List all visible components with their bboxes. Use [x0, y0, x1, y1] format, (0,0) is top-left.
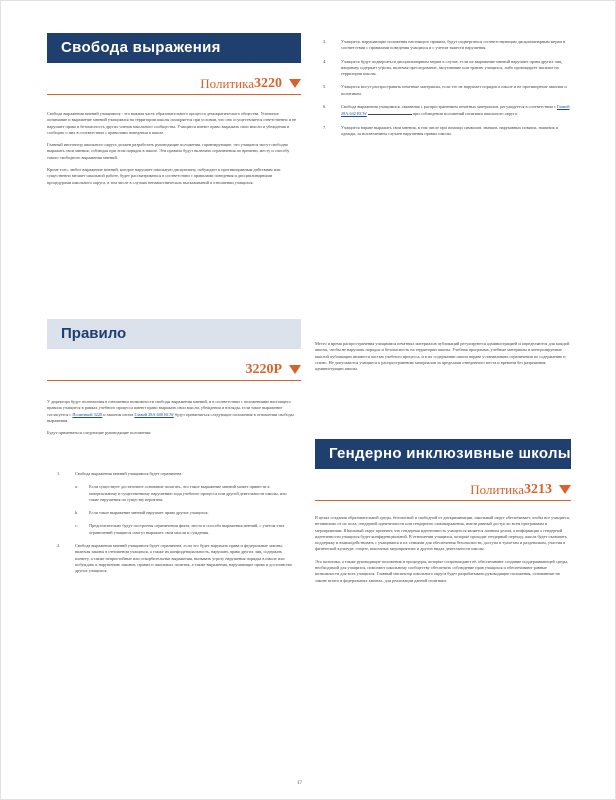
rcw-28a600-link[interactable]: Главой 28A.600 RCW [134, 411, 174, 417]
section-banner-gender-inclusive: Гендерно инклюзивные школы [315, 439, 571, 469]
sub-text: Если существует достаточное основание полагать, что такое выражение мнений может привести к материальному и существенному нарушению хода учебного процесса или другой деятельности школы, или такие нарушения по существу вероятны. [89, 484, 287, 502]
sub-text: Предпочтительно будут построены ограничения факта, места и способа выражения мнений, с учетом этих ограничений учащиеся смогут выражать свои мысли и суждения. [89, 523, 285, 535]
rule-intro-paragraph [47, 399, 297, 424]
rule-intro-text-3: будут применяться следующие положения в отношении свободы выражения. [47, 411, 294, 423]
policy-3220-link[interactable]: Политикой 3220 [72, 411, 103, 417]
policy-number: 3220 [254, 75, 282, 91]
list-item [323, 39, 571, 52]
rule-heading-3220P [47, 359, 301, 381]
policy-heading-3220 [47, 73, 301, 95]
list-item [323, 125, 571, 138]
page-number: 17 [297, 781, 302, 786]
list-intro: Будут применяться следующие руководящие положения: [47, 430, 152, 436]
item-text: Свобода выражения мнений учащимися будет ограничена, если это будет нарушать права и федеральные законы, включая законы в отношении учащихся, а также их конфиденциальность, нарушать права других лиц, содержать клевету, а также непристойные или оскорбительные выражения, вызывать угрозу нарушения порядка в школе или побуждать к нарушению законов, правил и школьных политик, а также выражения, нарушающие права и достоинство других учащихся. [75, 543, 292, 574]
item-text: Учащиеся могут распространять печатные материалы, если это не нарушает порядок в школе и не противоречит законам и политикам. [341, 84, 567, 96]
closing-paragraph: Место и время распространения учащимися печатных материалов публикаций регулируются администрацией и определяются для каждой школы, чтобы не нарушать порядок и безопасность на территории школы. Учебная программа, учебные материалы и контролируемые школой публикации являются частью учебного процесса, и в их содержании школа вправе устанавливать ограничения по содержанию и стилю. Не допускаются учащиеся к распространению материалов за пределами отведенного места и времени без разрешения администрации школы. [315, 341, 570, 372]
item-text-tail: при соблюдении положений политики школьного округа. [412, 111, 518, 117]
gender-inclusive-body [315, 515, 571, 590]
item-text: Учащиеся, нарушающие положения настоящего правила, будут подвергаться соответствующим дисциплинарным мерам в соответствии с правилами поведения учащихся и с учетом тяжести нарушения. [341, 39, 566, 51]
item-number: 3. [323, 39, 327, 44]
item-text: Учащиеся будут подвергаться дисциплинарным мерам в случае, если их выражение мнений нарушает права других лиц, например содержит угрозы, включая преследование, запугивание или травлю учащихся, либо провоцирует насилие на территории школы. [341, 58, 563, 77]
paragraph: Главный инспектор школьного округа должен разработать руководящие положения, гарантирующие, что учащиеся могут свободно выражать свои мнения, соблюдая при этом порядок в школе. Эти правила будут включать ограничения по времени, месту и способу такого свободного выражения мнений. [47, 142, 290, 160]
list-item [323, 84, 571, 97]
item-number: 6. [323, 104, 327, 110]
paragraph: В целях создания образовательной среды, безопасной и свободной от дискриминации, школьный округ обеспечивает, чтобы все учащиеся, независимо от их пола, гендерной идентичности или гендерного самовыражения, имели равный доступ ко всем программам и мероприятиям. Школьный округ признает, что гендерная идентичность учащегося является личным делом, а информация о гендерной идентичности учащихся будет конфиденциальной. В отношении учащихся, которые проходят гендерный переход, школа будет оказывать поддержку и взаимодействовать с учащимися и их семьями для обеспечения безопасности, доступа к туалетам и раздевалкам, участия в физической культуре, спорте, школьных мероприятиях и других видах деятельности школы. [315, 515, 570, 552]
orange-triangle-icon [289, 365, 301, 374]
sub-item [75, 510, 297, 516]
free-expression-body [47, 111, 297, 192]
sub-letter: b. [75, 510, 79, 516]
item-number: 2. [57, 543, 61, 549]
section-banner-free-expression: Свобода выражения [47, 33, 301, 63]
paragraph: Свобода выражения мнений учащимися - это важная часть образовательного процесса демократического общества. Успешное понимание и выражение мнений учащимися на территории школы поощряется при условии, что оно осуществляется ответственно и не нарушает права и безопасность других членов школьного сообщества. Учащиеся имеют право выражать свои мысли и убеждения и сообщать о них в соответствии с правилами поведения в школе. [47, 111, 297, 135]
policy-label: Политика [470, 481, 524, 497]
sub-item [75, 484, 297, 503]
item-text: Свобода выражения мнений учащимися будет ограничена: [75, 471, 183, 476]
sub-list [57, 484, 297, 536]
orange-triangle-icon [289, 79, 301, 88]
item-number: 4. [323, 58, 327, 64]
paragraph: Кроме того, любое выражение мнений, которое нарушает школьную дисциплину, побуждает к противоправным действиям или существенно мешает школьной работе, будет рассматриваться в соответствии с правилами поведения и дисциплинарными процедурами школьного округа, в том числе в случаях ненавистнических высказываний в отношении учащихся. [47, 167, 281, 185]
policy-number: 3213 [524, 481, 552, 497]
rule-list-left [57, 471, 297, 582]
orange-triangle-icon [559, 485, 571, 494]
item-number: 7. [323, 124, 327, 130]
sub-item [75, 523, 297, 536]
item-text: Учащиеся вправе выражать свои мнения, в том числе при помощи символов, значков, нарукавных повязок, нашивок и одежды, за исключением случаев нарушения правил школы. [341, 124, 559, 136]
section-banner-rule: Правило [47, 319, 301, 349]
item-number: 1. [57, 471, 61, 476]
rcw-28a642-link[interactable]: Главой 28A.642 RCW [341, 104, 570, 117]
policy-heading-3213 [315, 479, 571, 501]
rule-intro-text-2: и законом штата [103, 411, 134, 417]
rule-closing [315, 341, 571, 378]
list-item [57, 471, 297, 477]
item-number: 5. [323, 84, 327, 90]
blank-line [368, 110, 412, 115]
item-text: Свобода выражения учащимися, связанная с распространением печатных материалов, регулируется в соответствии с [341, 104, 556, 110]
list-item [323, 104, 571, 118]
rule-number: 3220P [245, 361, 282, 377]
rule-intro [47, 399, 297, 442]
sub-text: Если такое выражение мнений нарушает права других учащихся. [89, 510, 209, 516]
rule-intro-text-1: У директора будут полномочия в отношении возможности свободы выражения мнений, и в соответствии с положениями настоящего правила учащиеся в рамках учебного процесса имеют право выражать свои мысли, убеждения и взгляды, если такое выражение согласуется с [47, 399, 291, 417]
policy-label: Политика [200, 75, 254, 91]
list-item [323, 59, 571, 78]
paragraph: Эта политика, а также руководящие положения и процедуры, которые сопровождают её, обеспечивают создание поддерживающей среды, необходимой для учащихся, помогают школьному сообществу обеспечить соблюдение прав учащихся и обеспечивают равные возможности для всех учащихся. Главный инспектор школьного округа будет разрабатывать руководящие положения, основанные на законе штата и федеральных законах, для реализации данной политики. [315, 558, 568, 583]
rule-list-right [323, 39, 571, 144]
sub-letter: c. [75, 523, 78, 529]
list-item [57, 543, 297, 574]
sub-letter: a. [75, 484, 78, 490]
